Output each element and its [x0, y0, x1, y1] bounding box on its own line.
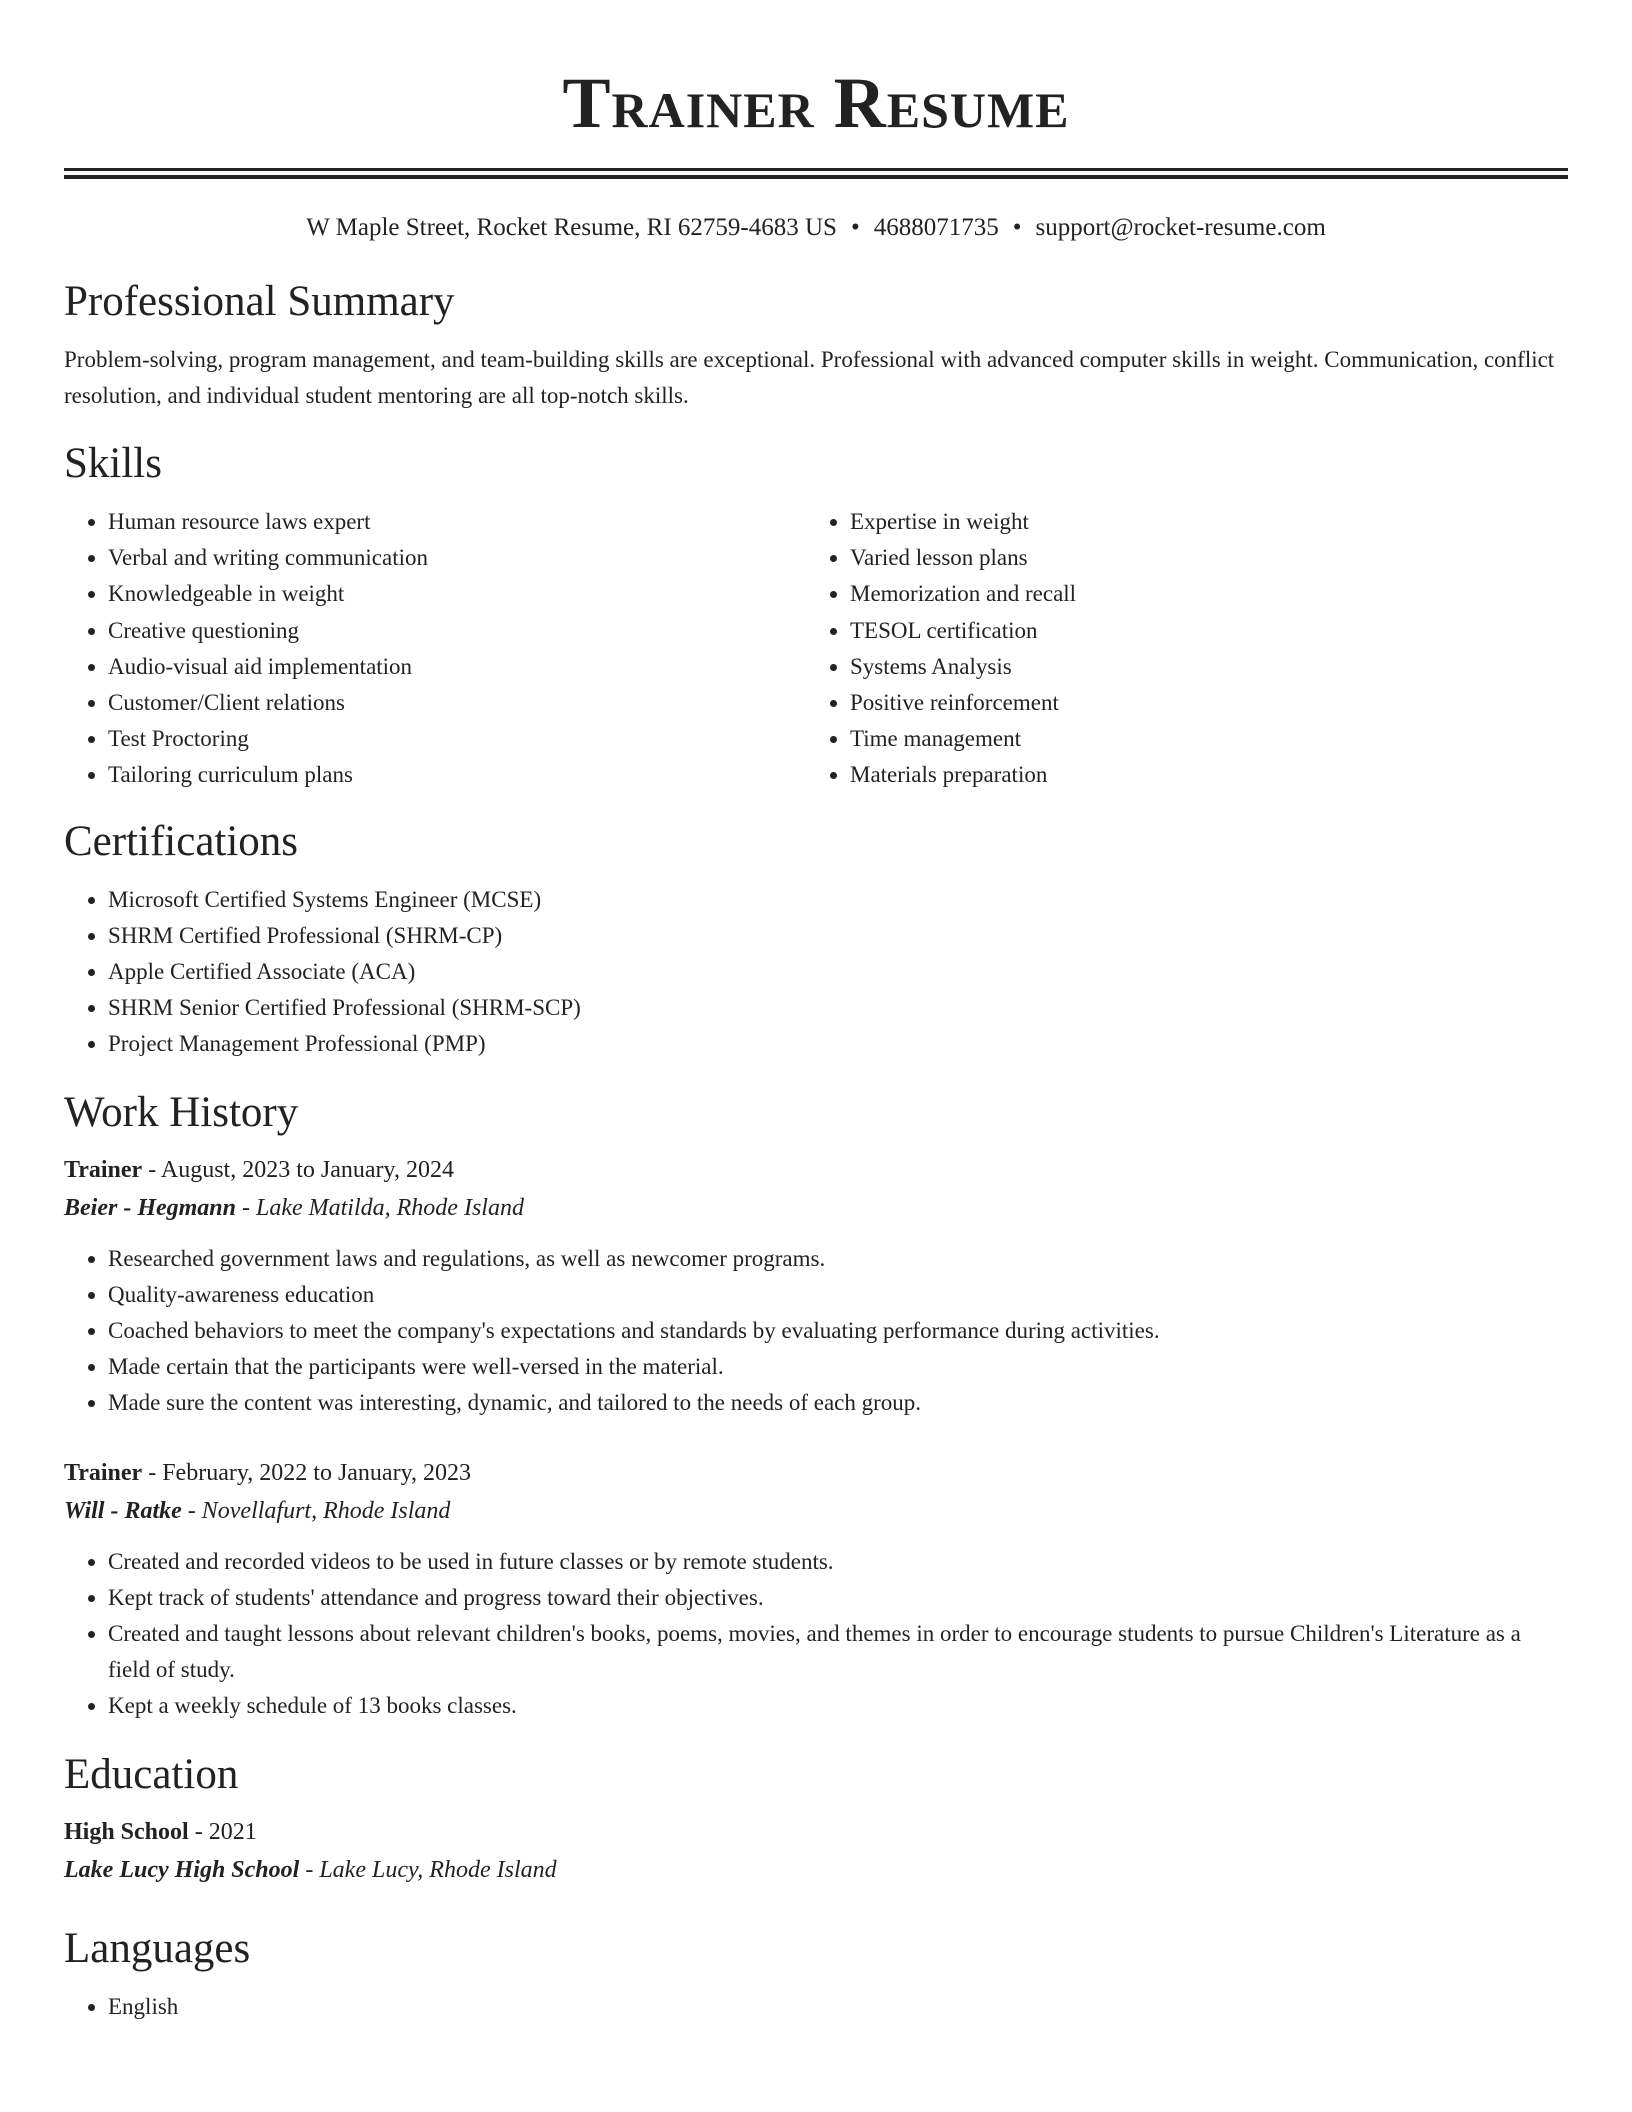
list-item: • TESOL certification [850, 613, 1548, 649]
list-item: • Audio-visual aid implementation [108, 649, 806, 685]
skills-list-left [64, 504, 806, 794]
job-entry [64, 1454, 1568, 1725]
list-item: • Project Management Professional (PMP) [108, 1026, 1568, 1062]
education-section [64, 1747, 1568, 1889]
job-location: - Novellafurt, Rhode Island [181, 1497, 451, 1524]
list-item: • Verbal and writing communication [108, 540, 806, 576]
list-item: • Microsoft Certified Systems Engineer (MCSE) [108, 882, 1568, 918]
list-item: • Made sure the content was interesting, dynamic, and tailored to the needs of each group. [108, 1385, 1568, 1421]
summary-heading: Professional Summary [64, 278, 455, 325]
list-item: • Coached behaviors to meet the company's expectations and standards by evaluating performance during activities. [108, 1313, 1568, 1349]
education-year: - 2021 [188, 1818, 257, 1845]
job-title: Trainer [64, 1156, 143, 1183]
list-item: • Time management [850, 721, 1548, 757]
summary-section [64, 274, 1568, 414]
job-company-line [64, 1189, 1568, 1227]
contact-line [64, 212, 1568, 244]
job-duties-list [64, 1544, 1568, 1725]
job-dates: - February, 2022 to January, 2023 [142, 1459, 472, 1486]
job-title-line [64, 1151, 1568, 1189]
contact-email: support@rocket-resume.com [1035, 214, 1326, 241]
education-location: - Lake Lucy, Rhode Island [299, 1856, 557, 1883]
list-item: • Creative questioning [108, 613, 806, 649]
list-item: • Materials preparation [850, 757, 1548, 793]
job-company: Will - Ratke [64, 1497, 182, 1524]
job-title: Trainer [64, 1459, 143, 1486]
languages-heading: Languages [64, 1924, 251, 1972]
list-item: • Kept a weekly schedule of 13 books classes. [108, 1688, 1568, 1724]
contact-address: W Maple Street, Rocket Resume, RI 62759-4683 US [306, 214, 837, 241]
skills-columns [64, 504, 1568, 794]
job-company: Beier - Hegmann [64, 1194, 236, 1221]
list-item: • SHRM Certified Professional (SHRM-CP) [108, 918, 1568, 954]
list-item: • Customer/Client relations [108, 685, 806, 721]
certifications-heading: Certifications [64, 817, 299, 865]
list-item: • Created and taught lessons about relevant children's books, poems, movies, and themes in order to encourage students to pursue Children's Literature as a field of study. [108, 1616, 1568, 1688]
job-entry [64, 1151, 1568, 1422]
skills-heading: Skills [64, 440, 162, 487]
list-item: • Kept track of students' attendance and progress toward their objectives. [108, 1580, 1568, 1616]
list-item: • Expertise in weight [850, 504, 1548, 540]
work-history-heading: Work History [64, 1088, 299, 1136]
education-degree-line [64, 1813, 1568, 1851]
education-heading: Education [64, 1750, 239, 1798]
list-item: • Researched government laws and regulations, as well as newcomer programs. [108, 1241, 1568, 1277]
list-item: • Knowledgeable in weight [108, 576, 806, 612]
list-item: • Test Proctoring [108, 721, 806, 757]
list-item: • Made certain that the participants were well-versed in the material. [108, 1349, 1568, 1385]
job-company-line [64, 1492, 1568, 1530]
job-dates: - August, 2023 to January, 2024 [142, 1156, 454, 1183]
certifications-list [64, 882, 1568, 1063]
summary-text: Problem-solving, program management, and team-building skills are exceptional. Professional with advanced computer skills in weight. Communication, conflict resolution, and individual student mentoring are all top-notch skills. [64, 347, 1555, 408]
certifications-section [64, 814, 1568, 1063]
resume-title: Trainer Resume [562, 63, 1070, 143]
languages-list [64, 1989, 1568, 2025]
list-item: • Quality-awareness education [108, 1277, 1568, 1313]
list-item: • Human resource laws expert [108, 504, 806, 540]
list-item: • Positive reinforcement [850, 685, 1548, 721]
list-item: • English [108, 1989, 1568, 2025]
title-divider [64, 168, 1568, 179]
job-duties-list [64, 1241, 1568, 1422]
education-school: Lake Lucy High School [64, 1856, 300, 1883]
work-history-section [64, 1085, 1568, 1725]
list-item: • Tailoring curriculum plans [108, 757, 806, 793]
languages-section [64, 1921, 1568, 2025]
contact-phone: 4688071735 [873, 214, 999, 241]
list-item: • Apple Certified Associate (ACA) [108, 954, 1568, 990]
list-item: • Memorization and recall [850, 576, 1548, 612]
contact-separator: • [1012, 214, 1022, 241]
job-title-line [64, 1454, 1568, 1492]
skills-list-right [806, 504, 1548, 794]
job-location: - Lake Matilda, Rhode Island [236, 1194, 524, 1221]
list-item: • Varied lesson plans [850, 540, 1548, 576]
education-degree: High School [64, 1818, 189, 1845]
skills-section [64, 436, 1568, 794]
contact-separator: • [850, 214, 860, 241]
list-item: • Created and recorded videos to be used in future classes or by remote students. [108, 1544, 1568, 1580]
education-school-line [64, 1851, 1568, 1889]
list-item: • Systems Analysis [850, 649, 1548, 685]
list-item: • SHRM Senior Certified Professional (SHRM-SCP) [108, 990, 1568, 1026]
